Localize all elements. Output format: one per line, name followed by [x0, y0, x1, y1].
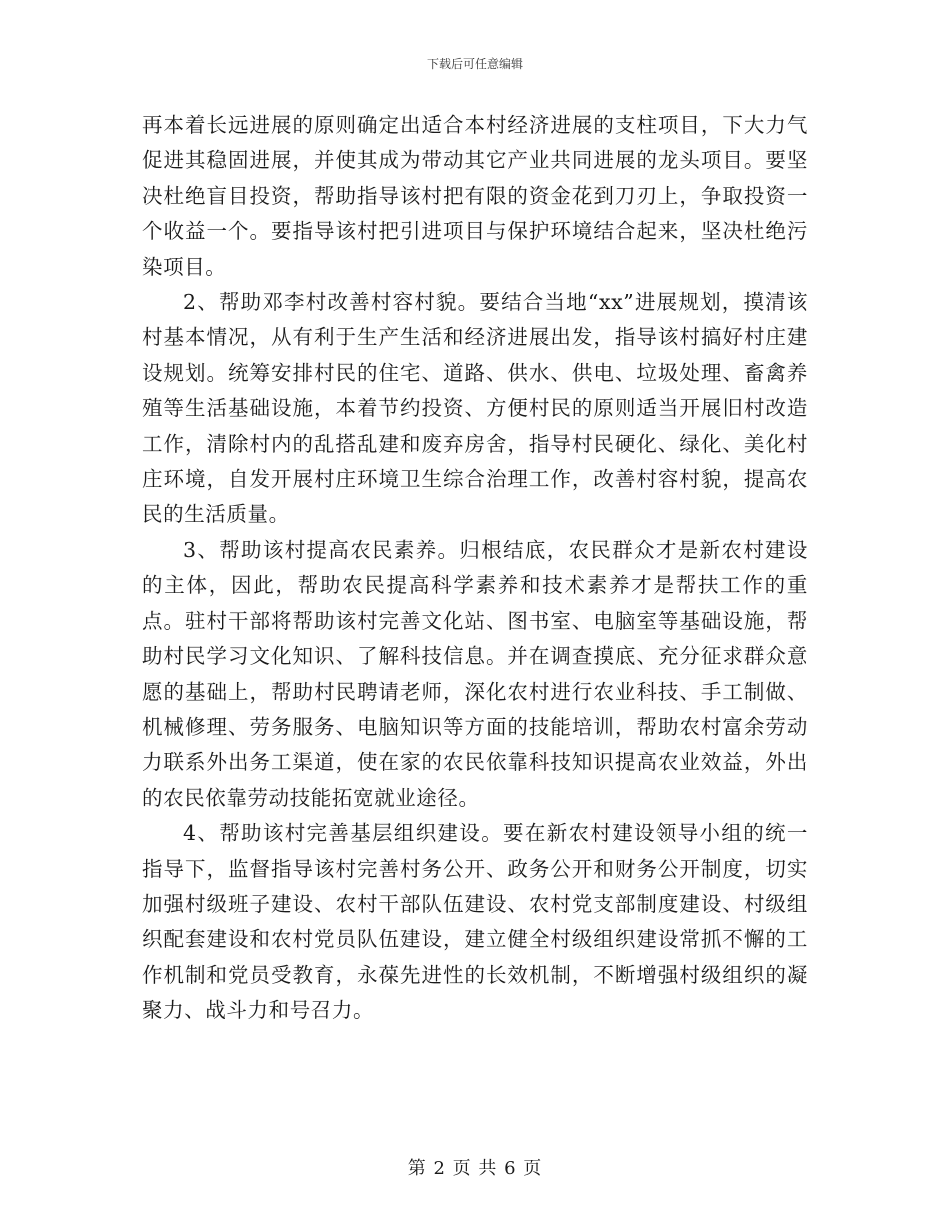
paragraph-item-2: 2、帮助邓李村改善村容村貌。要结合当地“xx”进展规划，摸清该村基本情况，从有利于生产生活和经济进展出发，指导该村搞好村庄建设规划。统筹安排村民的住宅、道路、供水、供电、垃圾处理、畜禽养殖等生活基础设施，本着节约投资、方便村民的原则适当开展旧村改造工作，清除村内的乱搭乱建和废弃房舍，指导村民硬化、绿化、美化村庄环境，自发开展村庄环境卫生综合治理工作，改善村容村貌，提高农民的生活质量。 — [142, 290, 808, 527]
paragraph-continuation: 再本着长远进展的原则确定出适合本村经济进展的支柱项目，下大力气促进其稳固进展，并使其成为带动其它产业共同进展的龙头项目。要坚决杜绝盲目投资，帮助指导该村把有限的资金花到刀刃上，争取投资一个收益一个。要指导该村把引进项目与保护环境结合起来，坚决杜绝污染项目。 — [142, 113, 808, 279]
page-number-footer: 第 2 页 共 6 页 — [407, 1158, 543, 1179]
document-body — [142, 108, 808, 1029]
paragraph-item-3: 3、帮助该村提高农民素养。归根结底，农民群众才是新农村建设的主体，因此，帮助农民提高科学素养和技术素养才是帮扶工作的重点。驻村干部将帮助该村完善文化站、图书室、电脑室等基础设施，帮助村民学习文化知识、了解科技信息。并在调查摸底、充分征求群众意愿的基础上，帮助村民聘请老师，深化农村进行农业科技、手工制做、机械修理、劳务服务、电脑知识等方面的技能培训，帮助农村富余劳动力联系外出务工渠道，使在家的农民依靠科技知识提高农业效益，外出的农民依靠劳动技能拓宽就业途径。 — [142, 537, 808, 810]
paragraph-item-4: 4、帮助该村完善基层组织建设。要在新农村建设领导小组的统一指导下，监督指导该村完善村务公开、政务公开和财务公开制度，切实加强村级班子建设、农村干部队伍建设、农村党支部制度建设、村级组织配套建设和农村党员队伍建设，建立健全村级组织建设常抓不懈的工作机制和党员受教育，永葆先进性的长效机制，不断增强村级组织的凝聚力、战斗力和号召力。 — [142, 821, 808, 1023]
page-header: 下载后可任意编辑 — [426, 57, 523, 71]
